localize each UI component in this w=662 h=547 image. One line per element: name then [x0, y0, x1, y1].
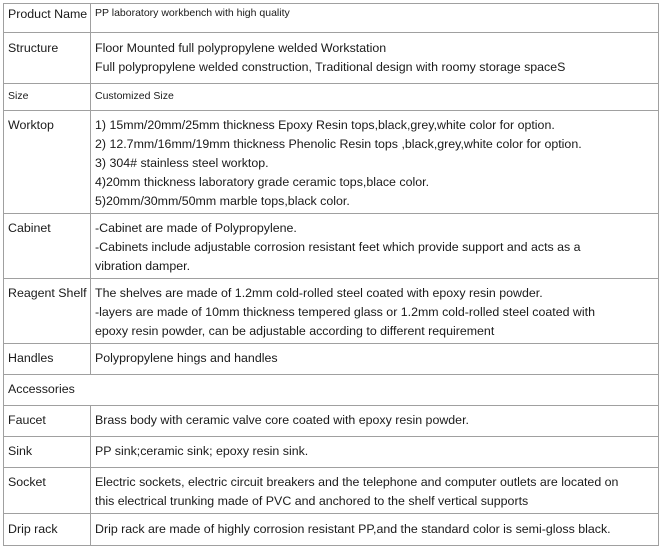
row-cabinet	[4, 214, 659, 279]
value-product-name	[91, 4, 659, 33]
key-accessories: Accessories	[4, 375, 659, 406]
value-structure	[91, 33, 659, 84]
value-line: -layers are made of 10mm thickness tempered glass or 1.2mm cold-rolled steel coated with	[95, 305, 595, 319]
key-socket: Socket	[4, 468, 91, 514]
key-drip-rack: Drip rack	[4, 514, 91, 546]
value-line: Customized Size	[95, 90, 174, 102]
value-sink	[91, 437, 659, 468]
value-line: PP laboratory workbench with high quality	[95, 7, 290, 19]
value-line: PP sink;ceramic sink; epoxy resin sink.	[95, 444, 309, 458]
value-line: 2) 12.7mm/16mm/19mm thickness Phenolic Resin tops ,black,grey,white color for option.	[95, 137, 582, 151]
spec-table	[3, 3, 659, 546]
row-handles	[4, 344, 659, 375]
value-drip-rack	[91, 514, 659, 546]
value-worktop	[91, 111, 659, 214]
row-faucet	[4, 406, 659, 437]
value-line: Brass body with ceramic valve core coated with epoxy resin powder.	[95, 413, 469, 427]
value-line: -Cabinet are made of Polypropylene.	[95, 221, 297, 235]
row-structure	[4, 33, 659, 84]
value-line: Polypropylene hings and handles	[95, 351, 278, 365]
row-socket	[4, 468, 659, 514]
key-structure: Structure	[4, 33, 91, 84]
row-sink	[4, 437, 659, 468]
key-size: Size	[4, 84, 91, 111]
value-size	[91, 84, 659, 111]
row-size	[4, 84, 659, 111]
value-line: The shelves are made of 1.2mm cold-rolled steel coated with epoxy resin powder.	[95, 286, 543, 300]
value-line: Full polypropylene welded construction, Traditional design with roomy storage spaceS	[95, 60, 566, 74]
key-cabinet: Cabinet	[4, 214, 91, 279]
key-reagent-shelf: Reagent Shelf	[4, 279, 91, 344]
row-worktop	[4, 111, 659, 214]
value-line: Electric sockets, electric circuit breakers and the telephone and computer outlets are located on	[95, 475, 619, 489]
value-line: -Cabinets include adjustable corrosion resistant feet which provide support and acts as a	[95, 240, 581, 254]
value-line: 5)20mm/30mm/50mm marble tops,black color.	[95, 194, 350, 208]
row-accessories	[4, 375, 659, 406]
value-socket	[91, 468, 659, 514]
key-worktop: Worktop	[4, 111, 91, 214]
value-line: 1) 15mm/20mm/25mm thickness Epoxy Resin tops,black,grey,white color for option.	[95, 118, 555, 132]
value-faucet	[91, 406, 659, 437]
value-line: 4)20mm thickness laboratory grade ceramic tops,blace color.	[95, 175, 430, 189]
row-product-name	[4, 4, 659, 33]
key-sink: Sink	[4, 437, 91, 468]
value-line: Drip rack are made of highly corrosion resistant PP,and the standard color is semi-gloss black.	[95, 522, 611, 536]
key-faucet: Faucet	[4, 406, 91, 437]
value-reagent-shelf	[91, 279, 659, 344]
value-cabinet	[91, 214, 659, 279]
value-handles	[91, 344, 659, 375]
key-handles: Handles	[4, 344, 91, 375]
row-drip-rack	[4, 514, 659, 546]
value-line: vibration damper.	[95, 259, 191, 273]
value-line: Floor Mounted full polypropylene welded Workstation	[95, 41, 387, 55]
value-line: this electrical trunking made of PVC and anchored to the shelf vertical supports	[95, 494, 529, 508]
value-line: 3) 304# stainless steel worktop.	[95, 156, 269, 170]
key-product-name: Product Name	[4, 4, 91, 33]
value-line: epoxy resin powder, can be adjustable according to different requirement	[95, 324, 495, 338]
row-reagent-shelf	[4, 279, 659, 344]
